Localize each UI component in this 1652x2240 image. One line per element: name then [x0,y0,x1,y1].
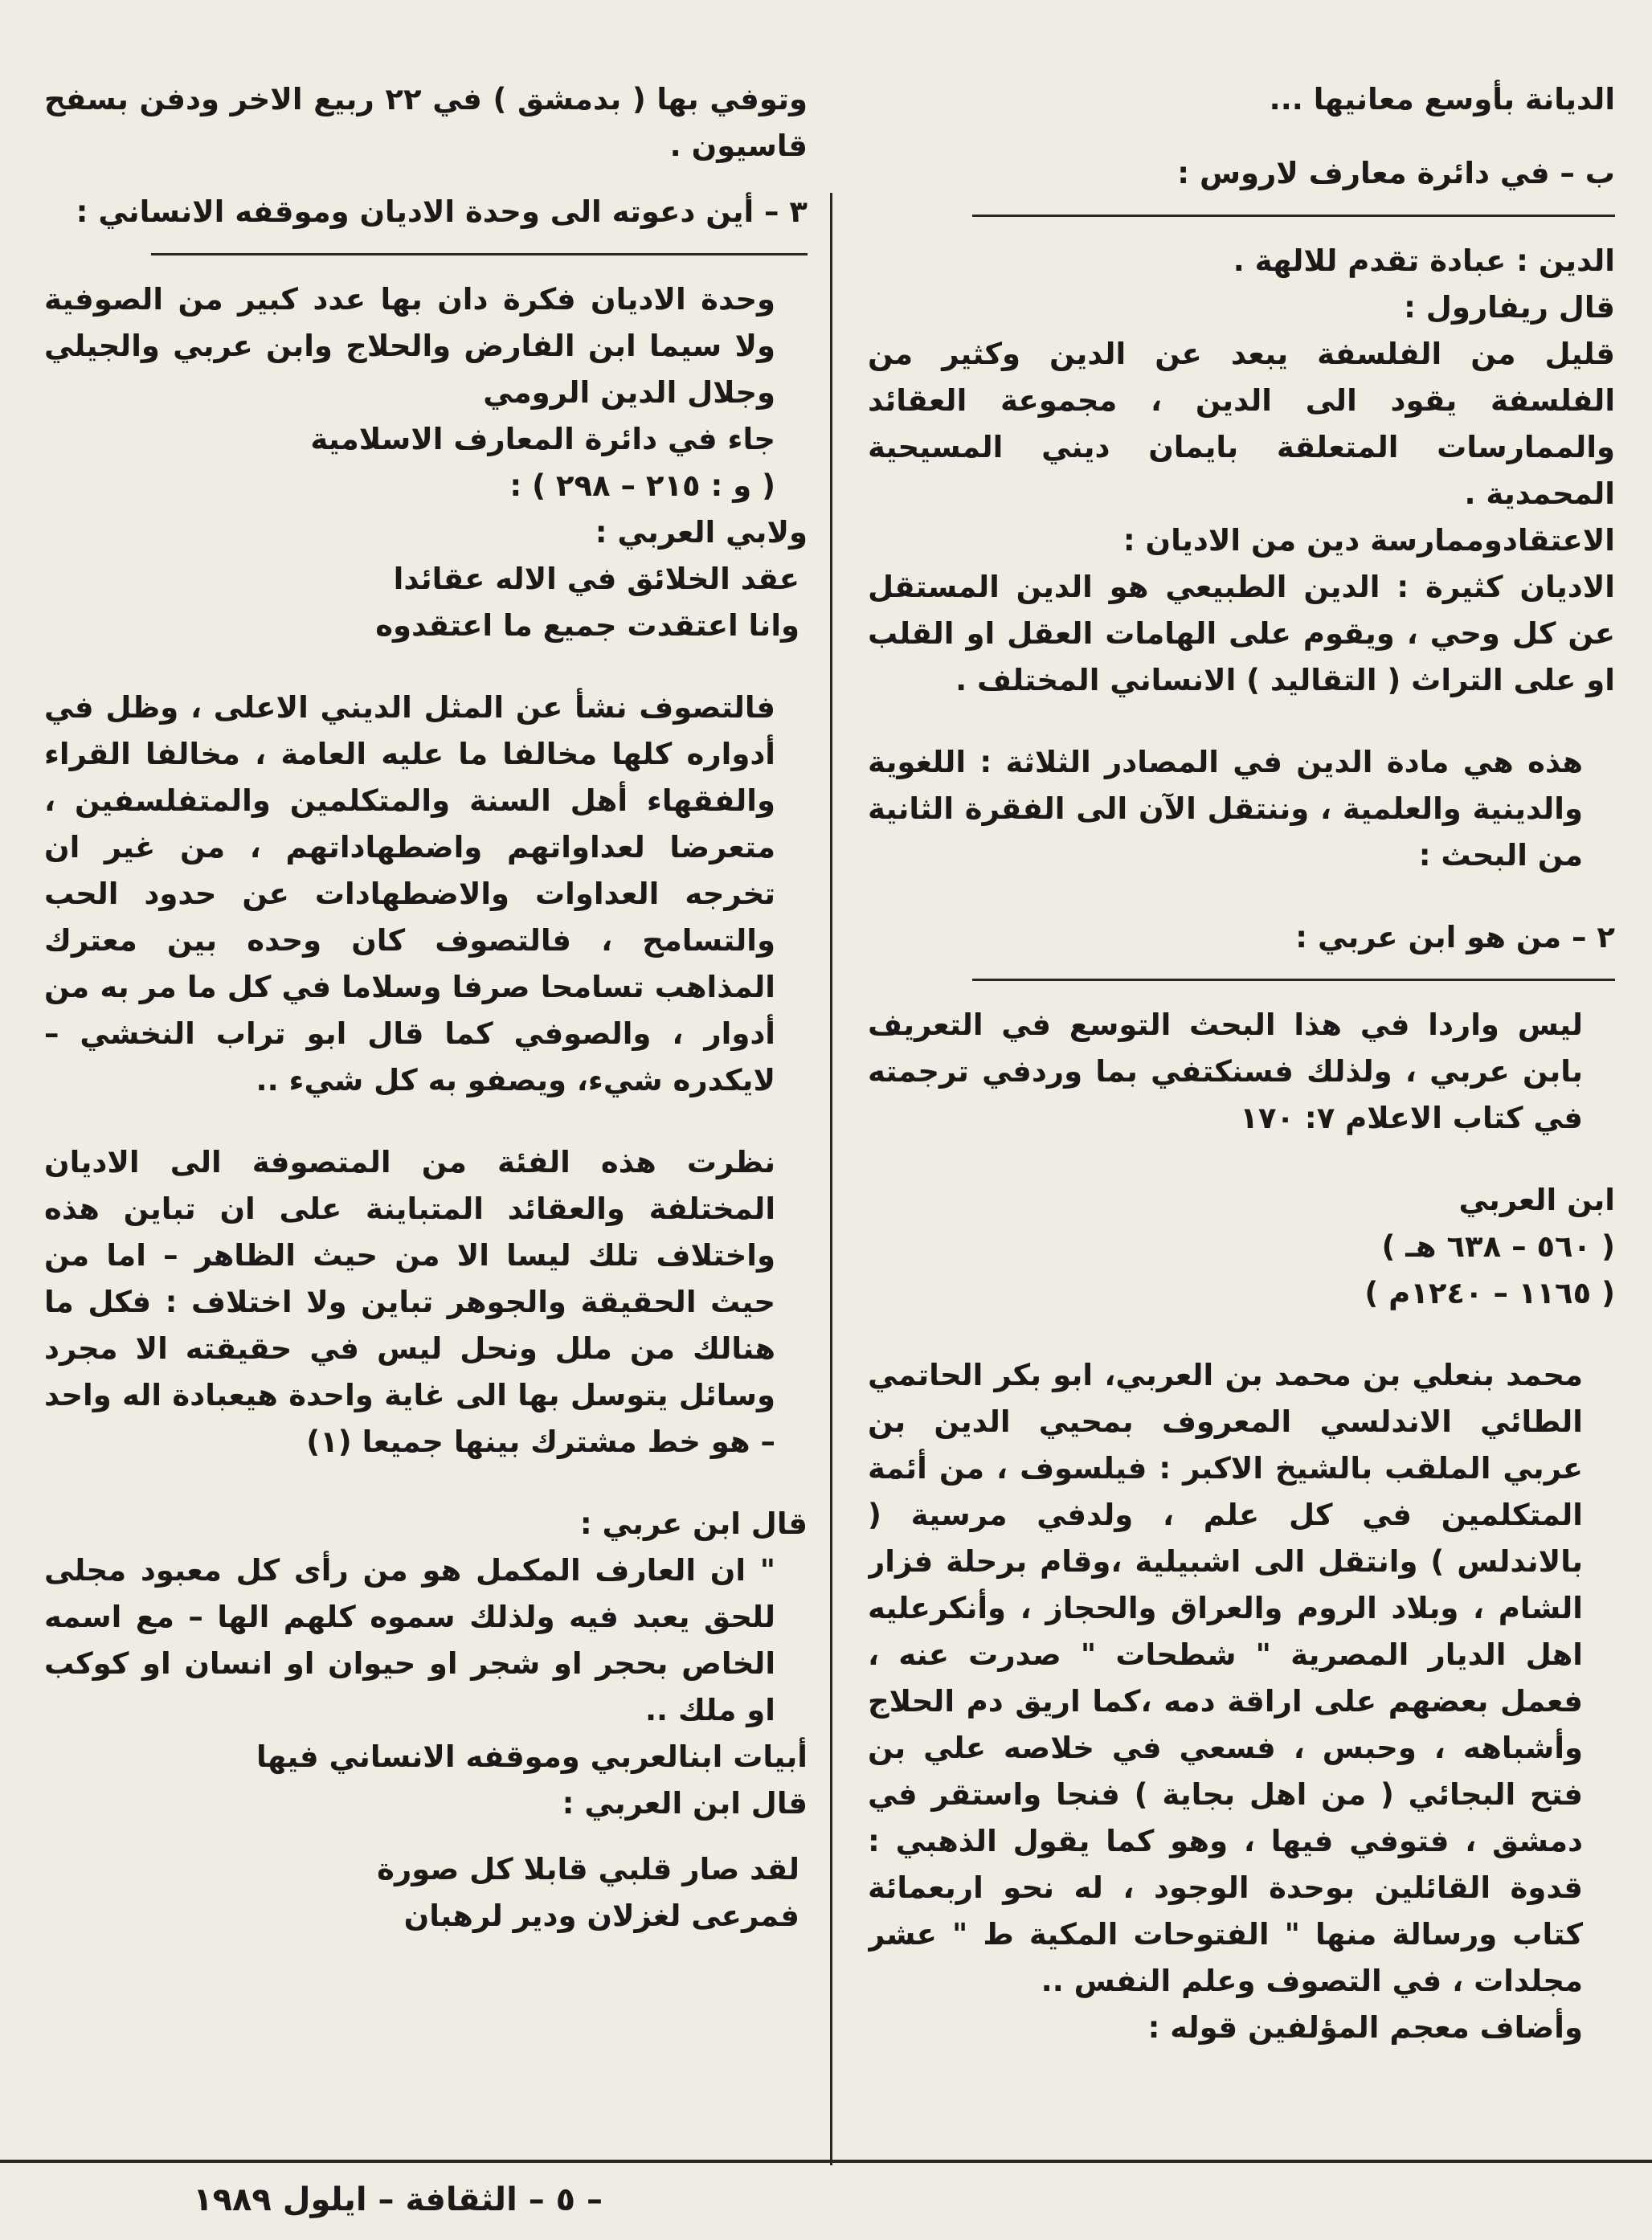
spacer [868,131,1615,150]
paragraph: ولابي العربي : [595,515,808,550]
bio-dates-gregorian: ( ١١٦٥ – ١٢٤٠م ) [1364,1276,1615,1310]
paragraph: قال ابن العربي : [562,1786,808,1821]
paragraph: هذه هي مادة الدين في المصادر الثلاثة : اللغوية والدينية والعلمية ، وننتقل الآن الى الفقرة الثانية من البحث : [868,745,1583,873]
paragraph: محمد بنعلي بن محمد بن العربي، ابو بكر الحاتمي الطائي الاندلسي المعروف بمحيي الدين بن عربي الملقب بالشيخ الاكبر : فيلسوف ، من أئمة المتكلمين في كل علم ، ولدفي مرسية ( بالاندلس ) وانتقل الى اشبيلية ،وقام برحلة فزار الشام ، وبلاد الروم والعراق والحجاز ، وأنكرعليه اهل الديار المصرية " شطحات " صدرت عنه ، فعمل بعضهم على اراقة دمه ،كما اريق دم الحلاج وأشباهه ، وحبس ، فسعي في خلاصه علي بن فتح البجائي ( من اهل بجاية ) فنجا واستقر في دمشق ، فتوفي فيها ، وهو كما يقول الذهبي : قدوة القائلين بوحدة الوجود ، له نحو اربعمائة كتاب ورسالة منها " الفتوحات المكية ط " عشر مجلدات ، في التصوف وعلم النفس .. [868,1358,1583,1998]
paragraph: وتوفي بها ( بدمشق ) في ٢٢ ربيع الاخر ودفن بسفح قاسيون . [44,82,808,163]
paragraph: قليل من الفلسفة يبعد عن الدين وكثير من الفلسفة يقود الى الدين ، مجموعة العقائد والممارسات المتعلقة بايمان ديني المسيحية المحمدية . [868,337,1615,511]
paragraph: قال ابن عربي : [579,1506,808,1541]
verse-line: فمرعى لغزلان ودير لرهبان [403,1899,799,1933]
verse-line: عقد الخلائق في الاله عقائدا [393,562,799,596]
paragraph: الديانة بأوسع معانيها ... [1269,82,1615,116]
paragraph: وأضاف معجم المؤلفين قوله : [1147,2010,1583,2045]
section-heading-2: ٢ – من هو ابن عربي : [1295,920,1615,954]
right-column [868,76,1615,2133]
page-footer: – ٥ – الثقافة – ايلول ١٩٨٩ [193,2181,603,2218]
verse-line: وانا اعتقدت جميع ما اعتقدوه [375,608,799,643]
spacer [44,1465,808,1501]
paragraph: وحدة الاديان فكرة دان بها عدد كبير من الصوفية ولا سيما ابن الفارض والحلاج وابن عربي والجيلي وجلال الدين الرومي [44,282,775,410]
divider [972,215,1615,217]
paragraph: ليس واردا في هذا البحث التوسع في التعريف بابن عربي ، ولذلك فسنكتفي بما وردفي ترجمته في كتاب الاعلام ٧: ١٧٠ [868,1008,1583,1135]
paragraph: جاء في دائرة المعارف الاسلامية [310,422,775,456]
verse-line: لقد صار قلبي قابلا كل صورة [377,1852,799,1886]
paragraph: قال ريفارول : [1404,290,1615,325]
spacer [44,1827,808,1846]
spacer [868,704,1615,739]
section-heading-b: ب – في دائرة معارف لاروس : [1177,156,1615,190]
paragraph: فالتصوف نشأ عن المثل الديني الاعلى ، وظل في أدواره كلها مخالفا ما عليه العامة ، مخالفا القراء والفقهاء أهل السنة والمتكلمين والمتفلسفين ، متعرضا لعداواتهم واضطهاداتهم ، من غير ان تخرجه العداوات والاضطهادات عن حدود الحب والتسامح ، فالتصوف كان وحده بين معترك المذاهب تسامحا صرفا وسلاما في كل ما مر به من أدوار ، والصوفي كما قال ابو تراب النخشي – لايكدره شيء، ويصفو به كل شيء .. [44,690,775,1098]
paragraph: الدين : عبادة تقدم للالهة . [1233,243,1615,278]
paragraph: ( و : ٢١٥ – ٢٩٨ ) : [509,468,775,503]
spacer [44,649,808,685]
bio-dates-hijri: ( ٥٦٠ – ٦٣٨ هـ ) [1381,1229,1615,1264]
bio-name: ابن العربي [1458,1183,1615,1217]
spacer [868,1317,1615,1352]
column-divider [830,193,832,2165]
spacer [868,1142,1615,1177]
quote: " ان العارف المكمل هو من رأى كل معبود مجلى للحق يعبد فيه ولذلك سموه كلهم الها – مع اسمه الخاص بحجر او شجر او حيوان او انسان او كوكب او ملك .. [44,1553,775,1727]
section-heading-3: ٣ – أين دعوته الى وحدة الاديان وموقفه الانساني : [76,194,808,229]
spacer [868,879,1615,914]
divider [151,253,808,255]
left-column [44,76,808,2133]
spacer [44,1104,808,1139]
paragraph: نظرت هذه الفئة من المتصوفة الى الاديان المختلفة والعقائد المتباينة على ان تباين هذه واختلاف تلك ليسا الا من حيث الظاهر – اما من حيث الحقيقة والجوهر تباين ولا اختلاف : فكل ما هنالك من ملل ونحل ليس في حقيقته الا مجرد وسائل يتوسل بها الى غاية واحدة هيعبادة اله واحد – هو خط مشترك بينها جميعا (١) [44,1145,775,1459]
paragraph: الاديان كثيرة : الدين الطبيعي هو الدين المستقل عن كل وحي ، ويقوم على الهامات العقل او القلب او على التراث ( التقاليد ) الانساني المختلف . [868,570,1615,697]
footer-rule [0,2160,1652,2163]
spacer [44,170,808,189]
paragraph: الاعتقادوممارسة دين من الاديان : [1122,523,1615,558]
divider [972,979,1615,981]
paragraph: أبيات ابنالعربي وموقفه الانساني فيها [256,1739,808,1774]
